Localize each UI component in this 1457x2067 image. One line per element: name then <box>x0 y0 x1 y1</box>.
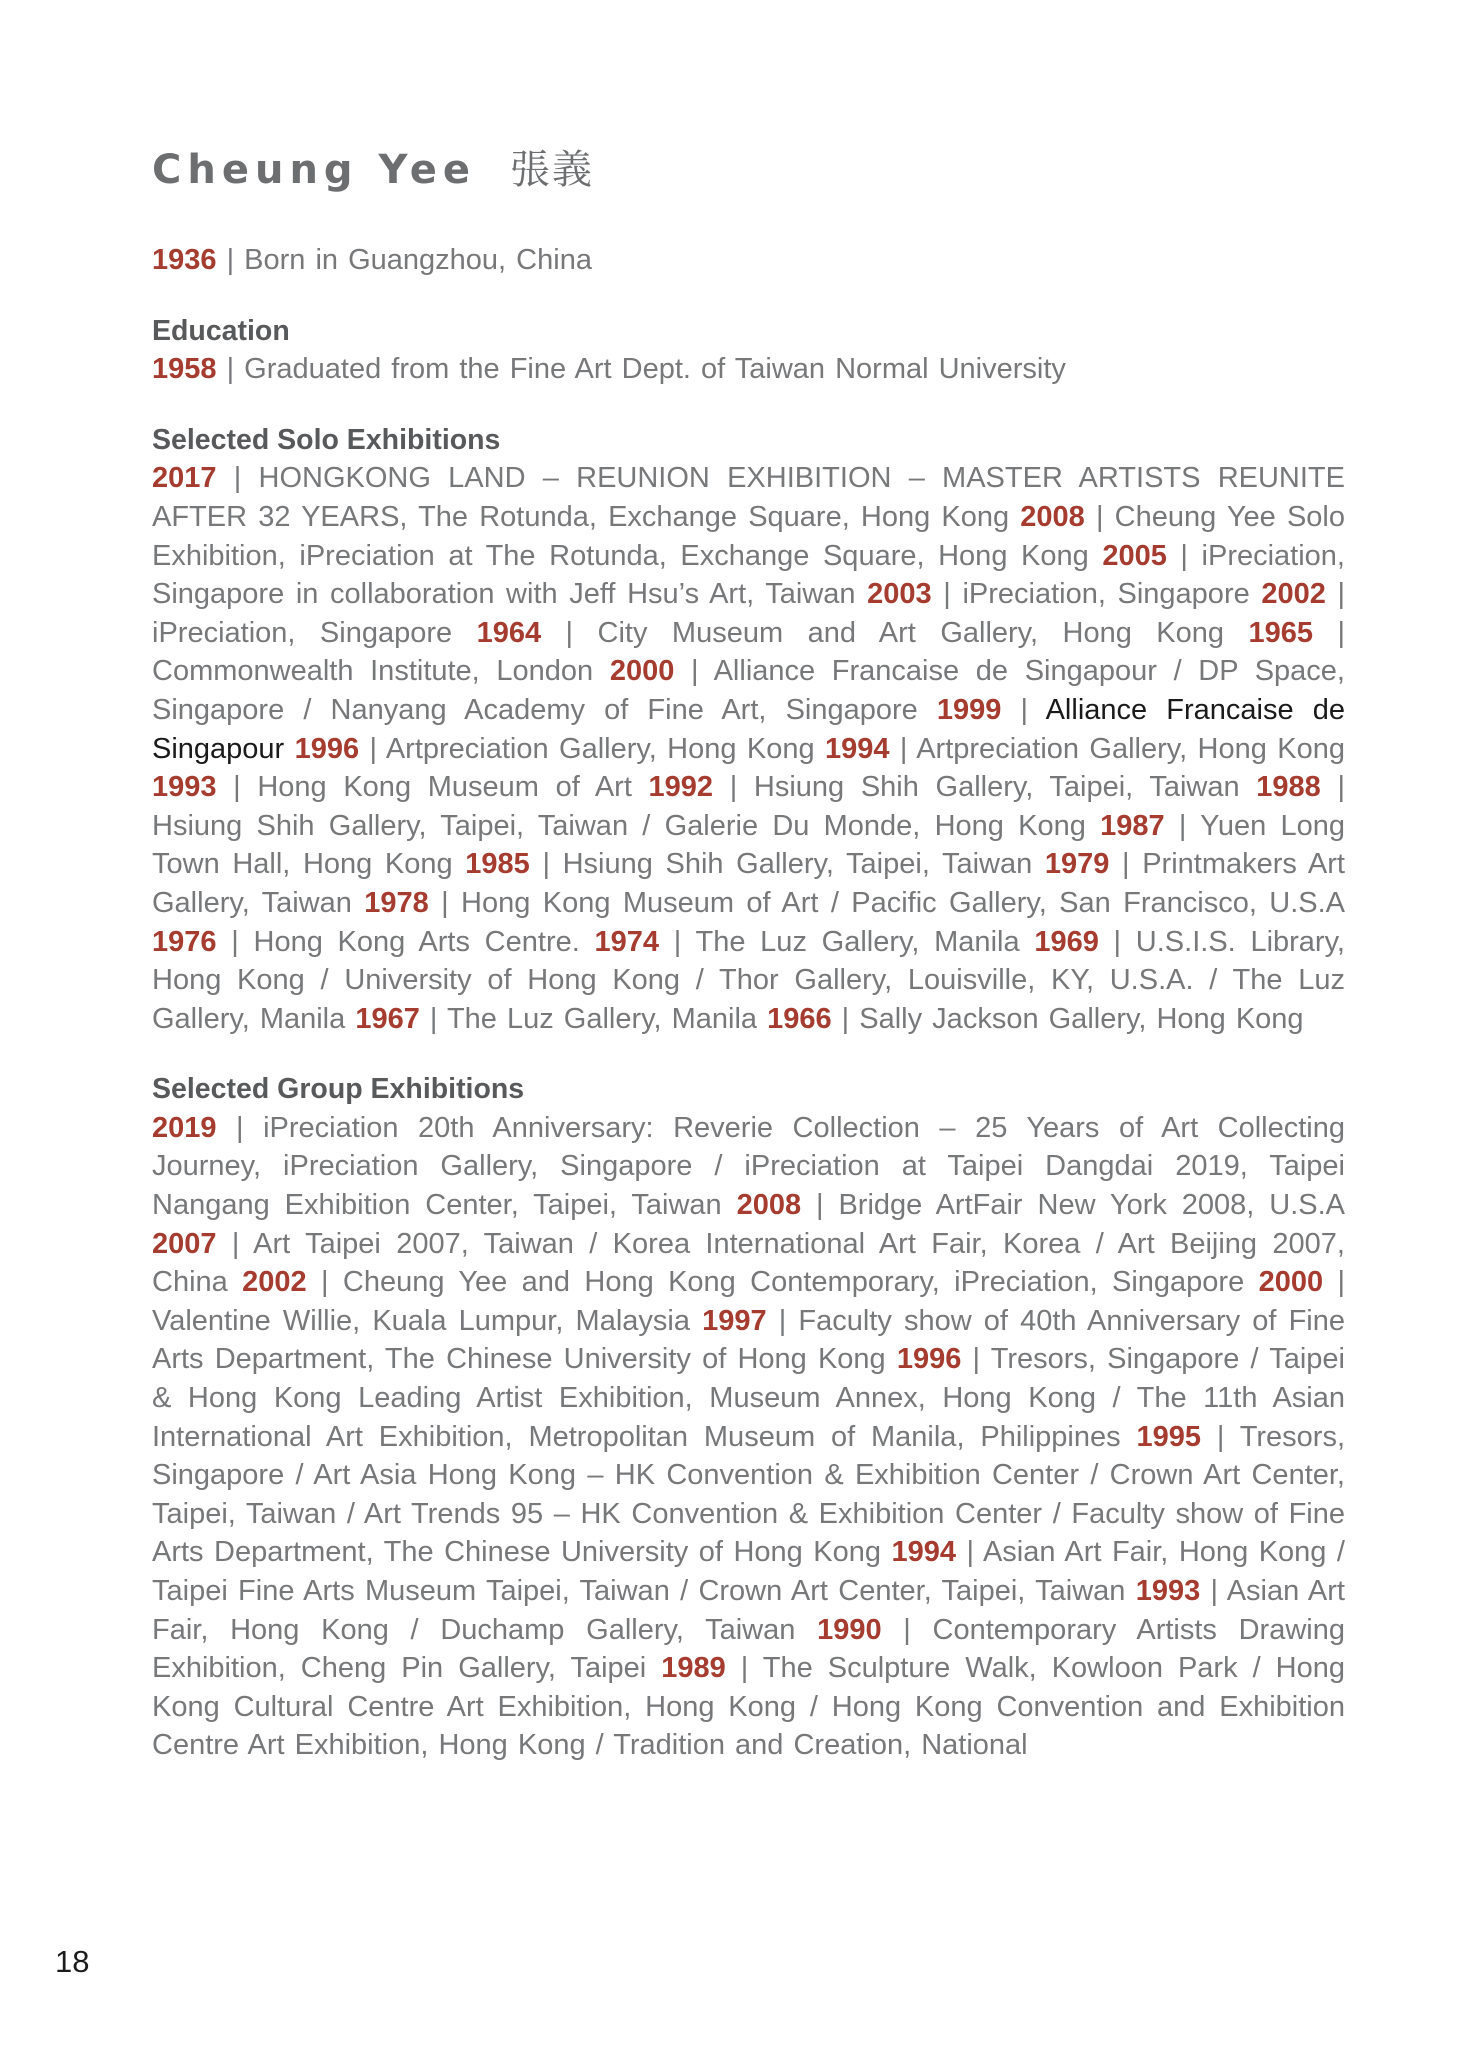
text-segment: | iPreciation 20th Anniversary: Reverie Collection – 25 Years of Art Collecting Journey, iPreciation Gallery, Singapore / iPreciation at Taipei Dangdai 2019, Taipei Nangang Exhibition Center, Taipei, Taiwan <box>152 1111 1345 1222</box>
text-segment: | Commonwealth Institute, London <box>152 616 1345 688</box>
year-label: 1994 <box>891 1536 957 1569</box>
text-segment: | Artpreciation Gallery, Hong Kong <box>889 732 1345 765</box>
text-segment: | Hsiung Shih Gallery, Taipei, Taiwan <box>713 771 1257 804</box>
page-number: 18 <box>55 1944 90 1979</box>
text-segment: | Graduated from the Fine Art Dept. of Taiwan Normal University <box>216 353 1066 386</box>
text-segment: | Contemporary Artists Drawing Exhibition, Cheng Pin Gallery, Taipei <box>152 1613 1345 1685</box>
group-exhibitions-paragraph <box>152 1109 1345 1765</box>
text-segment: | Yuen Long Town Hall, Hong Kong <box>152 809 1345 881</box>
year-label: 1989 <box>661 1652 726 1685</box>
text-segment: | iPreciation, Singapore <box>931 578 1262 611</box>
year-label: 1969 <box>1034 925 1099 958</box>
text-segment: | HONGKONG LAND – REUNION EXHIBITION – MASTER ARTISTS REUNITE AFTER 32 YEARS, The Rotunda, Exchange Square, Hong Kong <box>152 462 1345 533</box>
year-label: 2005 <box>1102 539 1167 572</box>
year-label: 1974 <box>594 925 660 958</box>
text-segment: | City Museum and Art Gallery, Hong Kong <box>541 616 1249 649</box>
year-label: 1993 <box>152 771 217 804</box>
year-label: 1966 <box>767 1002 832 1035</box>
year-label: 1988 <box>1256 771 1321 804</box>
year-label: 1992 <box>648 771 714 804</box>
year-label: 2017 <box>152 462 217 495</box>
text-segment: | Art Taipei 2007, Taiwan / Korea International Art Fair, Korea / Art Beijing 2007, China <box>152 1227 1345 1299</box>
year-label: 2008 <box>736 1189 802 1222</box>
year-label: 1965 <box>1248 616 1313 649</box>
year-label: 1985 <box>465 848 530 881</box>
text-segment: | Hsiung Shih Gallery, Taipei, Taiwan / Galerie Du Monde, Hong Kong <box>152 771 1345 842</box>
text-segment: | Hong Kong Museum of Art <box>216 771 649 804</box>
text-segment: | Tresors, Singapore / Taipei & Hong Kong Leading Artist Exhibition, Museum Annex, Hong Kong / The 11th Asian International Art Exhibition, Metropolitan Museum of Manila, Philippines <box>152 1343 1345 1453</box>
text-segment: | Faculty show of 40th Anniversary of Fine Arts Department, The Chinese University of Hong Kong <box>152 1304 1346 1376</box>
year-label: 1976 <box>152 925 217 958</box>
year-label: 2007 <box>152 1227 217 1260</box>
year-label: 2000 <box>1258 1266 1324 1299</box>
bio-line <box>152 241 1345 280</box>
year-label: 1967 <box>355 1002 420 1035</box>
text-segment: | Hsiung Shih Gallery, Taipei, Taiwan <box>529 848 1045 881</box>
year-label: 2000 <box>609 655 675 688</box>
text-segment: | Artpreciation Gallery, Hong Kong <box>359 732 825 765</box>
year-label: 2003 <box>867 578 932 611</box>
text-segment: | Cheung Yee Solo Exhibition, iPreciation at The Rotunda, Exchange Square, Hong Kong <box>152 500 1345 572</box>
text-segment: | Asian Art Fair, Hong Kong / Duchamp Gallery, Taiwan <box>152 1575 1345 1646</box>
text-segment <box>284 733 294 765</box>
year-label: 2002 <box>1261 578 1326 611</box>
text-segment: | The Luz Gallery, Manila <box>659 925 1035 958</box>
year-label: 1987 <box>1100 809 1165 842</box>
year-label: 1996 <box>294 732 360 765</box>
year-label: 1999 <box>936 693 1002 726</box>
year-label: 2019 <box>152 1111 217 1144</box>
year-label: 1936 <box>152 244 217 276</box>
text-segment: | Cheung Yee and Hong Kong Contemporary, iPreciation, Singapore <box>306 1266 1259 1299</box>
year-label: 1978 <box>364 886 429 919</box>
text-segment: | Valentine Willie, Kuala Lumpur, Malaysia <box>152 1266 1345 1337</box>
text-segment: | The Luz Gallery, Manila <box>419 1002 768 1035</box>
section-heading-group-exhibitions: Selected Group Exhibitions <box>152 1073 525 1106</box>
artist-name-chinese: 張義 <box>509 147 594 193</box>
section-heading-education: Education <box>152 314 290 347</box>
year-label: 2008 <box>1020 500 1085 533</box>
year-label: 1996 <box>896 1343 962 1376</box>
year-label: 1993 <box>1135 1575 1201 1607</box>
text-segment: | Tresors, Singapore / Art Asia Hong Kong – HK Convention & Exhibition Center / Crown Art Center, Taipei, Taiwan / Art Trends 95 – HK Convention & Exhibition Center / Faculty show of Fine Arts Department, The Chinese University of Hong Kong <box>152 1420 1345 1569</box>
text-segment: | U.S.I.S. Library, Hong Kong / University of Hong Kong / Thor Gallery, Louisville, KY, U.S.A. / The Luz Gallery, Manila <box>152 925 1345 1035</box>
section-heading-solo-exhibitions: Selected Solo Exhibitions <box>152 423 501 456</box>
artist-name-english: Cheung Yee <box>152 147 477 193</box>
text-segment: | <box>1001 693 1046 726</box>
education-line <box>152 350 1345 389</box>
year-label: 2002 <box>242 1266 307 1299</box>
text-segment: | Printmakers Art Gallery, Taiwan <box>152 848 1345 919</box>
year-label: 1964 <box>476 616 542 649</box>
text-segment: | Sally Jackson Gallery, Hong Kong <box>831 1002 1304 1035</box>
text-segment: | iPreciation, Singapore in collaboration with Jeff Hsu’s Art, Taiwan <box>152 539 1345 611</box>
page-title <box>152 138 1345 195</box>
text-segment: | Hong Kong Arts Centre. <box>216 925 595 958</box>
text-segment: | Born in Guangzhou, China <box>216 244 592 276</box>
year-label: 1958 <box>152 353 217 386</box>
text-segment: | Hong Kong Museum of Art / Pacific Gallery, San Francisco, U.S.A <box>428 886 1346 919</box>
year-label: 1994 <box>825 732 890 765</box>
highlighted-text-segment: Alliance Francaise de Singapour <box>152 693 1345 765</box>
text-segment: | Bridge ArtFair New York 2008, U.S.A <box>801 1189 1346 1222</box>
text-segment: | The Sculpture Walk, Kowloon Park / Hong Kong Cultural Centre Art Exhibition, Hong Kong / Hong Kong Convention and Exhibition Centre Art Exhibition, Hong Kong / Tradition and Creation, National <box>152 1652 1345 1762</box>
text-segment: | Alliance Francaise de Singapour / DP Space, Singapore / Nanyang Academy of Fine Art, Singapore <box>152 655 1345 726</box>
text-segment: | Asian Art Fair, Hong Kong / Taipei Fine Arts Museum Taipei, Taiwan / Crown Art Center, Taipei, Taiwan <box>152 1536 1345 1607</box>
solo-exhibitions-paragraph <box>152 459 1345 1038</box>
year-label: 1997 <box>702 1304 767 1337</box>
year-label: 1995 <box>1136 1420 1201 1453</box>
text-segment: | iPreciation, Singapore <box>152 578 1346 649</box>
year-label: 1979 <box>1044 848 1110 881</box>
year-label: 1990 <box>817 1613 882 1646</box>
